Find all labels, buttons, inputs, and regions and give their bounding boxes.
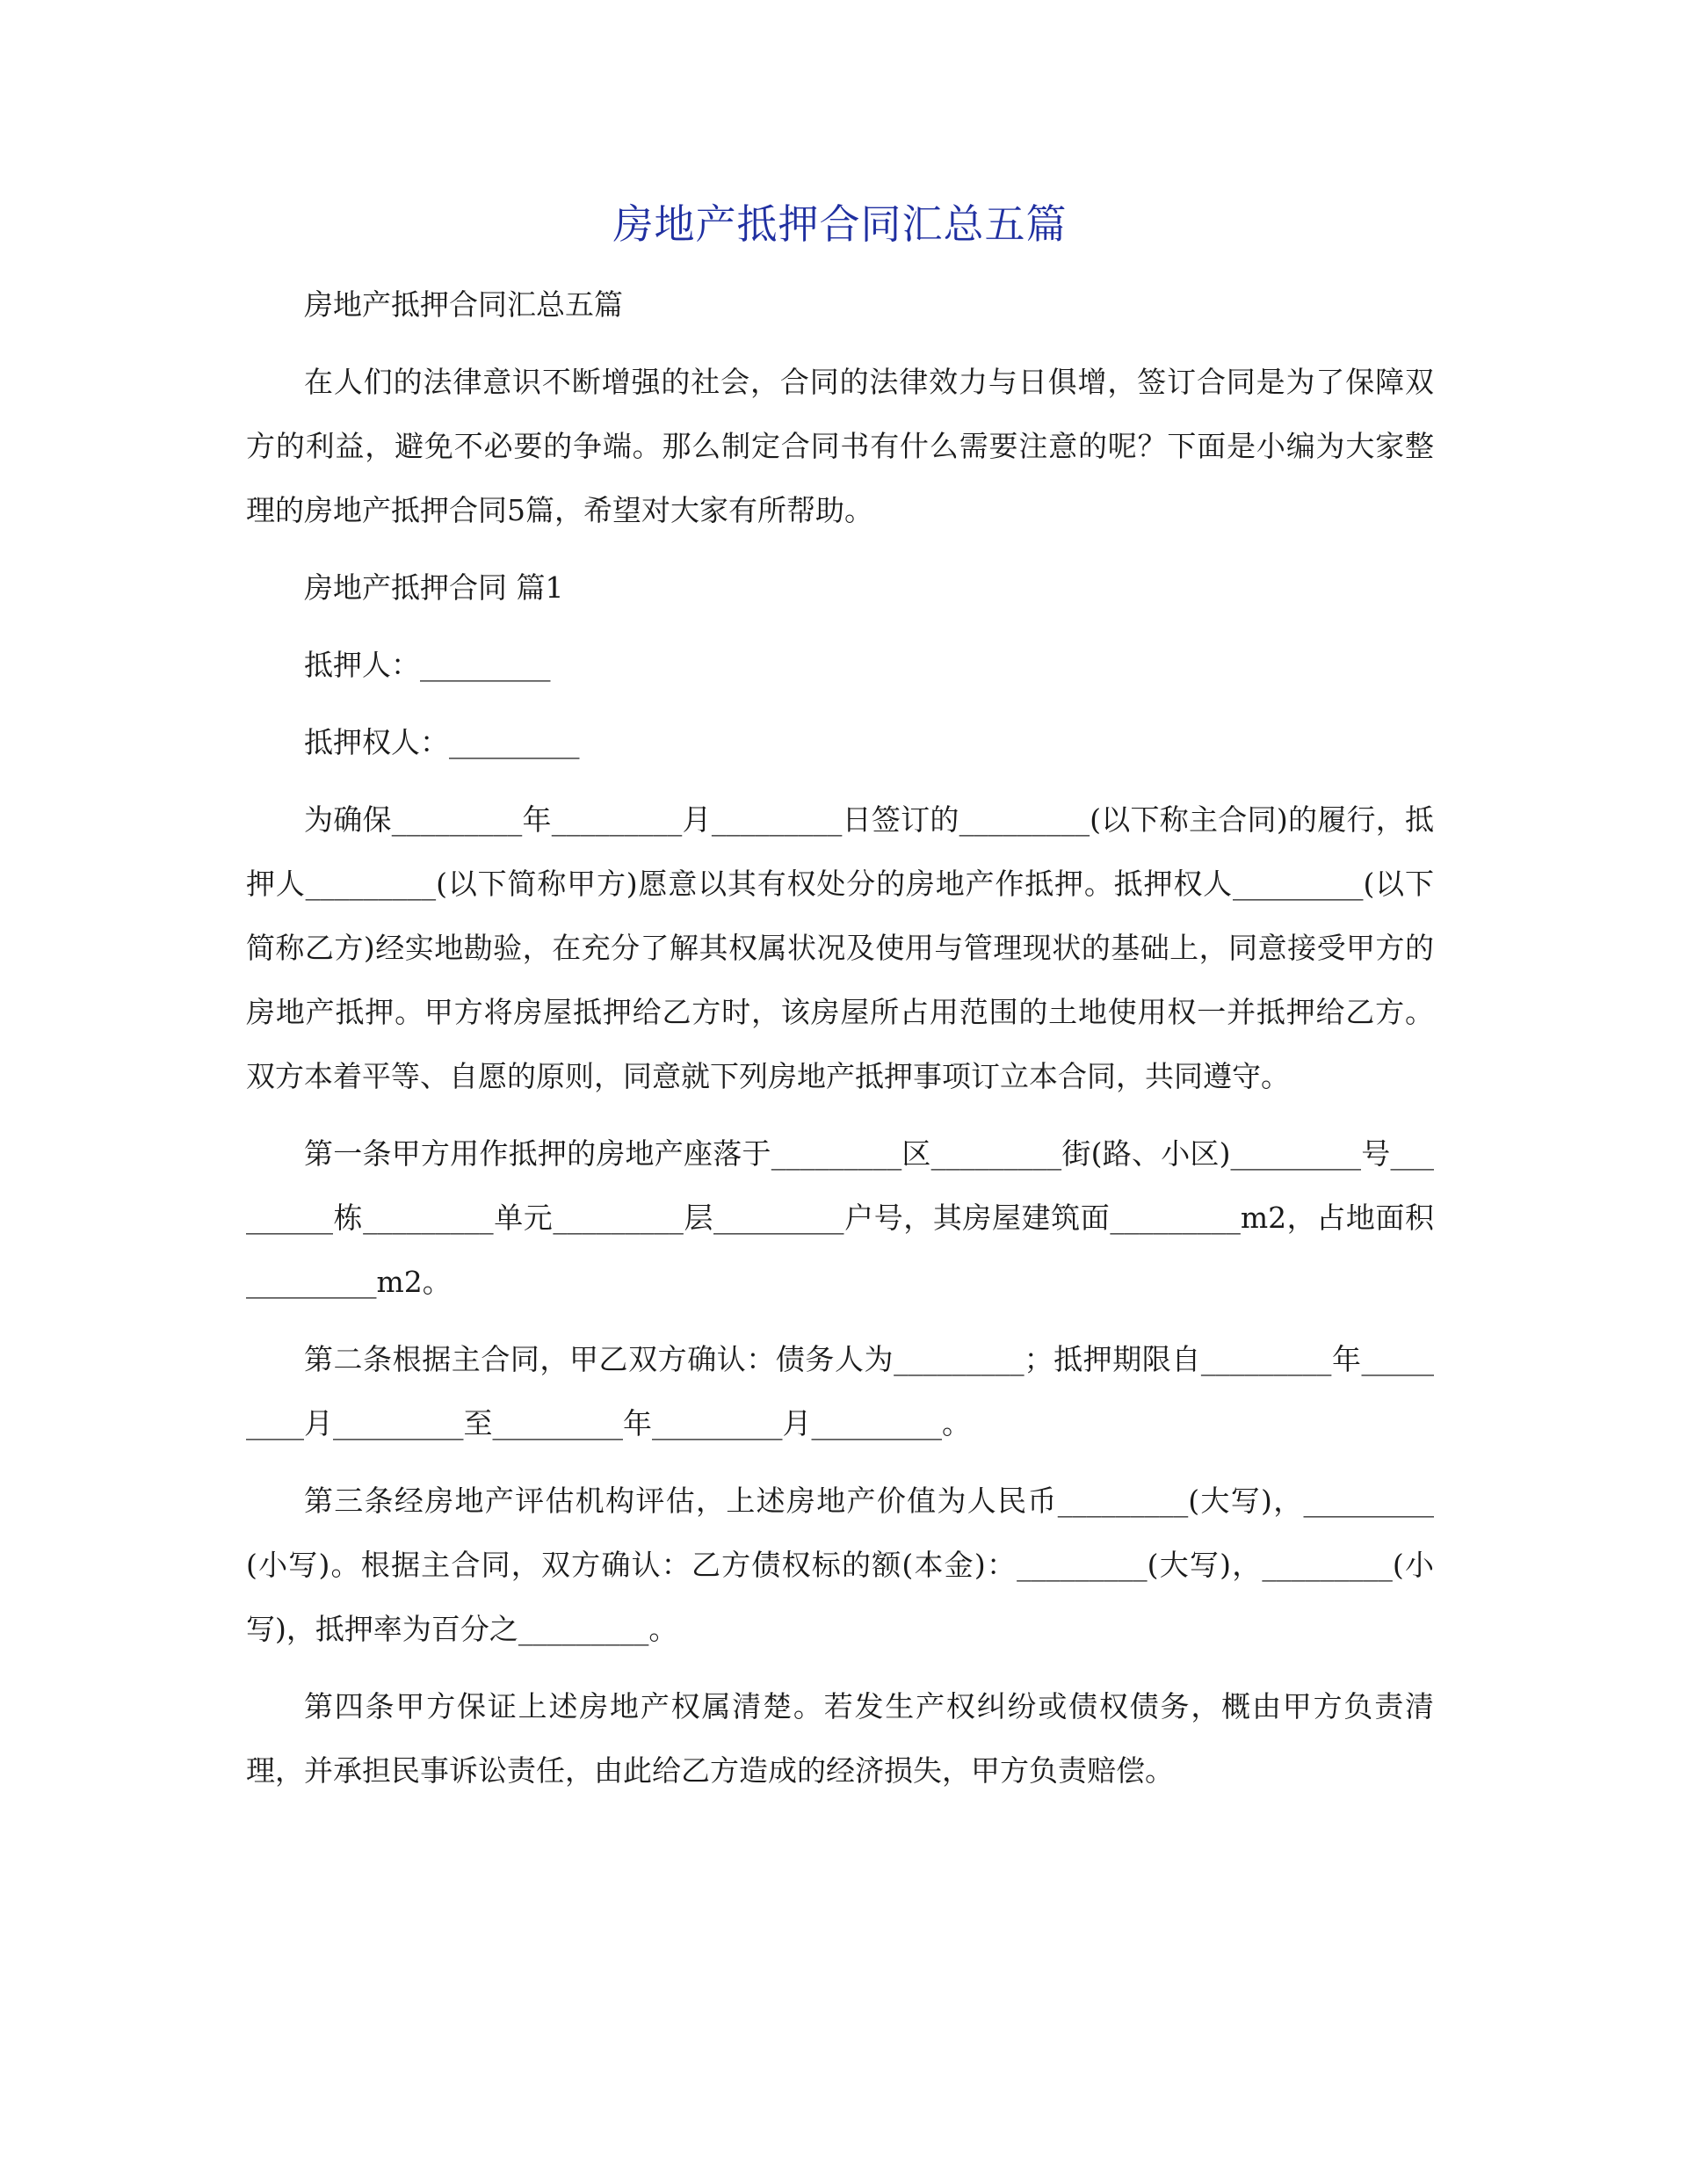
article-4: 第四条甲方保证上述房地产权属清楚。若发生产权纠纷或债权债务，概由甲方负责清理，并承担民事诉讼责任，由此给乙方造成的经济损失，甲方负责赔偿。 — [246, 1689, 1434, 1788]
document-page — [246, 185, 1434, 1816]
subtitle-paragraph: 房地产抵押合同汇总五篇 — [304, 287, 623, 322]
article-1: 第一条甲方用作抵押的房地产座落于_________区_________街(路、小区)_________号_________栋_________单元_________层_________户号，其房屋建筑面_________m2，占地面积_________m2。 — [246, 1136, 1434, 1299]
mortgagor-line: 抵押人：_________ — [304, 648, 551, 682]
document-title: 房地产抵押合同汇总五篇 — [612, 200, 1068, 248]
section-heading: 房地产抵押合同 篇1 — [304, 570, 564, 605]
article-3: 第三条经房地产评估机构评估，上述房地产价值为人民币_________(大写)，_________(小写)。根据主合同，双方确认：乙方债权标的额(本金)：_________(大写)，_________(小写)，抵押率为百分之_________。 — [246, 1484, 1434, 1646]
article-2: 第二条根据主合同，甲乙双方确认：债务人为_________；抵押期限自_________年_________月_________至_________年_________月_________。 — [246, 1342, 1434, 1440]
mortgagee-line: 抵押权人：_________ — [304, 725, 580, 759]
preamble-paragraph: 为确保_________年_________月_________日签订的_________(以下称主合同)的履行，抵押人_________(以下简称甲方)愿意以其有权处分的房地产作抵押。抵押权人_________(以下简称乙方)经实地勘验，在充分了解其权属状况及使用与管理现状的基础上，同意接受甲方的房地产抵押。甲方将房屋抵押给乙方时，该房屋所占用范围的土地使用权一并抵押给乙方。双方本着平等、自愿的原则，同意就下列房地产抵押事项订立本合同，共同遵守。 — [246, 802, 1434, 1093]
intro-paragraph: 在人们的法律意识不断增强的社会，合同的法律效力与日俱增，签订合同是为了保障双方的利益，避免不必要的争端。那么制定合同书有什么需要注意的呢？下面是小编为大家整理的房地产抵押合同5篇，希望对大家有所帮助。 — [246, 365, 1434, 527]
